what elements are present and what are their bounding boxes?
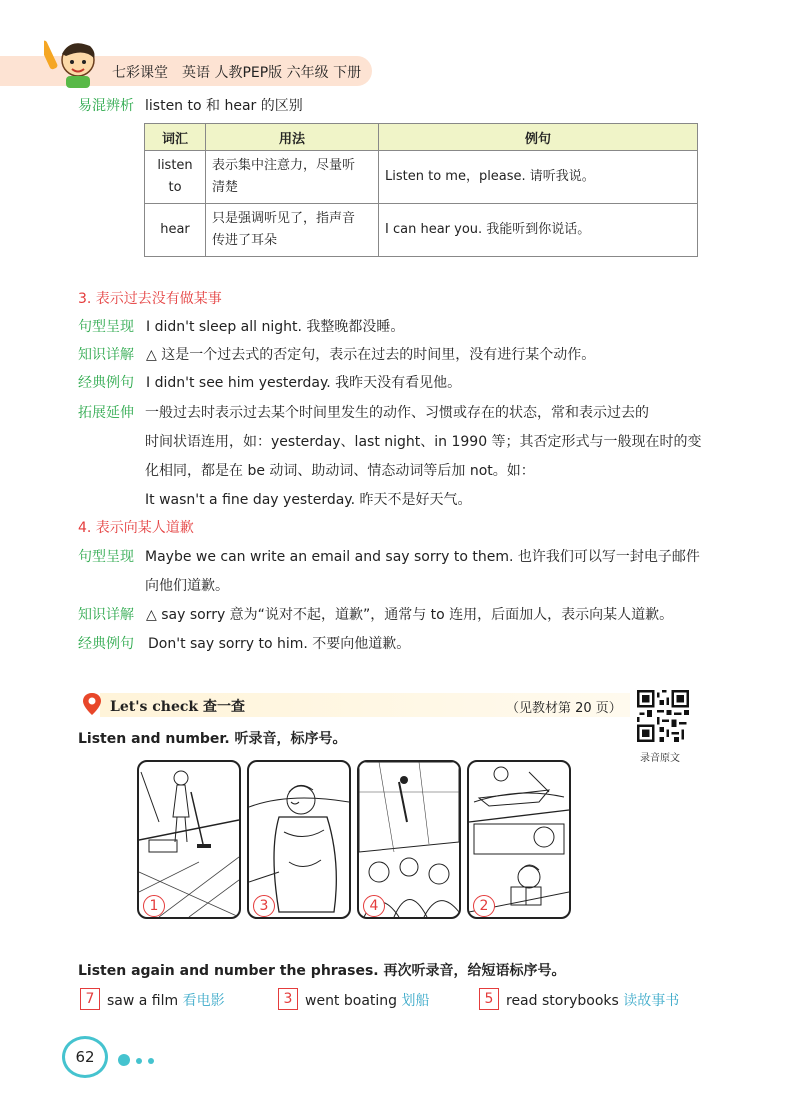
- extend-text-1: 一般过去时表示过去某个时间里发生的动作、习惯或存在的状态，常和表示过去的: [145, 405, 649, 421]
- phrase-item: [506, 990, 679, 1010]
- usage-line: 清楚: [212, 180, 239, 195]
- picture-number: 4: [363, 895, 385, 917]
- phrase-en: read storybooks: [506, 993, 619, 1009]
- extend-text-3: 化相同，都是在 be 动词、助动词、情态动词等后加 not。如：: [145, 463, 535, 479]
- comparison-table: [144, 123, 698, 257]
- phrase-number-box[interactable]: 3: [278, 988, 298, 1010]
- pattern-label: 句型呈现: [78, 549, 134, 565]
- table-header-row: [145, 124, 698, 151]
- table-row: [145, 151, 698, 204]
- usage-line: 表示集中注意力，尽量听: [212, 158, 356, 173]
- cell-word: listen to: [145, 151, 206, 204]
- check-title: Let's check 查一查: [110, 699, 245, 715]
- phrase-cn: 看电影: [182, 993, 225, 1009]
- header-usage: 用法: [206, 124, 379, 151]
- knowledge-label: 知识详解: [78, 607, 134, 623]
- cell-usage: [206, 151, 379, 204]
- header-word: 词汇: [145, 124, 206, 151]
- phrase-en: saw a film: [107, 993, 179, 1009]
- phrase-number-box[interactable]: 7: [80, 988, 100, 1010]
- cell-word: hear: [145, 204, 206, 257]
- header-example: 例句: [379, 124, 698, 151]
- instruction-1: Listen and number. 听录音，标序号。: [78, 731, 347, 747]
- book-title: 七彩课堂 英语 人教PEP版 六年级 下册: [112, 65, 362, 81]
- pattern-label: 句型呈现: [78, 319, 134, 335]
- location-pin-icon: [82, 692, 102, 716]
- decor-dot: [136, 1058, 142, 1064]
- pattern-text-1: Maybe we can write an email and say sorry to them. 也许我们可以写一封电子邮件: [145, 549, 700, 565]
- decor-dot: [118, 1054, 130, 1066]
- phrase-en: went boating: [305, 993, 398, 1009]
- example-label: 经典例句: [78, 636, 134, 652]
- knowledge-text: △ say sorry 意为“说对不起，道歉”，通常与 to 连用，后面加人，表示向某人道歉。: [146, 607, 674, 623]
- pattern-text-2: 向他们道歉。: [145, 578, 229, 594]
- cell-example: I can hear you. 我能听到你说话。: [379, 204, 698, 257]
- pattern-text: I didn't sleep all night. 我整晚都没睡。: [146, 319, 405, 335]
- usage-line: 传进了耳朵: [212, 233, 278, 248]
- picture-number: 2: [473, 895, 495, 917]
- confusion-title: listen to 和 hear 的区别: [145, 98, 303, 114]
- knowledge-text: △ 这是一个过去式的否定句，表示在过去的时间里，没有进行某个动作。: [146, 347, 596, 363]
- extend-text-4: It wasn't a fine day yesterday. 昨天不是好天气。: [145, 492, 472, 508]
- example-text: I didn't see him yesterday. 我昨天没有看见他。: [146, 375, 462, 391]
- extend-label: 拓展延伸: [78, 405, 134, 421]
- section3-title: 3. 表示过去没有做某事: [78, 291, 222, 307]
- phrase-item: [305, 990, 430, 1010]
- phrase-cn: 划船: [401, 993, 430, 1009]
- confusion-label: 易混辨析: [78, 98, 134, 114]
- example-label: 经典例句: [78, 375, 134, 391]
- textbook-reference: （见教材第 20 页）: [506, 701, 622, 716]
- cell-usage: [206, 204, 379, 257]
- instruction-2: Listen again and number the phrases. 再次听录音，给短语标序号。: [78, 963, 566, 979]
- qr-caption: 录音原文: [640, 753, 680, 764]
- picture-number: 1: [143, 895, 165, 917]
- extend-text-2: 时间状语连用，如：yesterday、last night、in 1990 等；其否定形式与一般现在时的变: [145, 434, 702, 450]
- cell-example: Listen to me，please. 请听我说。: [379, 151, 698, 204]
- phrase-cn: 读故事书: [623, 993, 680, 1009]
- knowledge-label: 知识详解: [78, 347, 134, 363]
- decor-dot: [148, 1058, 154, 1064]
- phrase-item: [107, 990, 225, 1010]
- phrase-number-box[interactable]: 5: [479, 988, 499, 1010]
- table-row: [145, 204, 698, 257]
- usage-line: 只是强调听见了，指声音: [212, 211, 356, 226]
- page-number: 62: [62, 1036, 108, 1078]
- section4-title: 4. 表示向某人道歉: [78, 520, 194, 536]
- qr-code-icon[interactable]: [637, 690, 689, 742]
- example-text: Don't say sorry to him. 不要向他道歉。: [148, 636, 411, 652]
- picture-number: 3: [253, 895, 275, 917]
- boy-mascot-icon: [44, 34, 108, 90]
